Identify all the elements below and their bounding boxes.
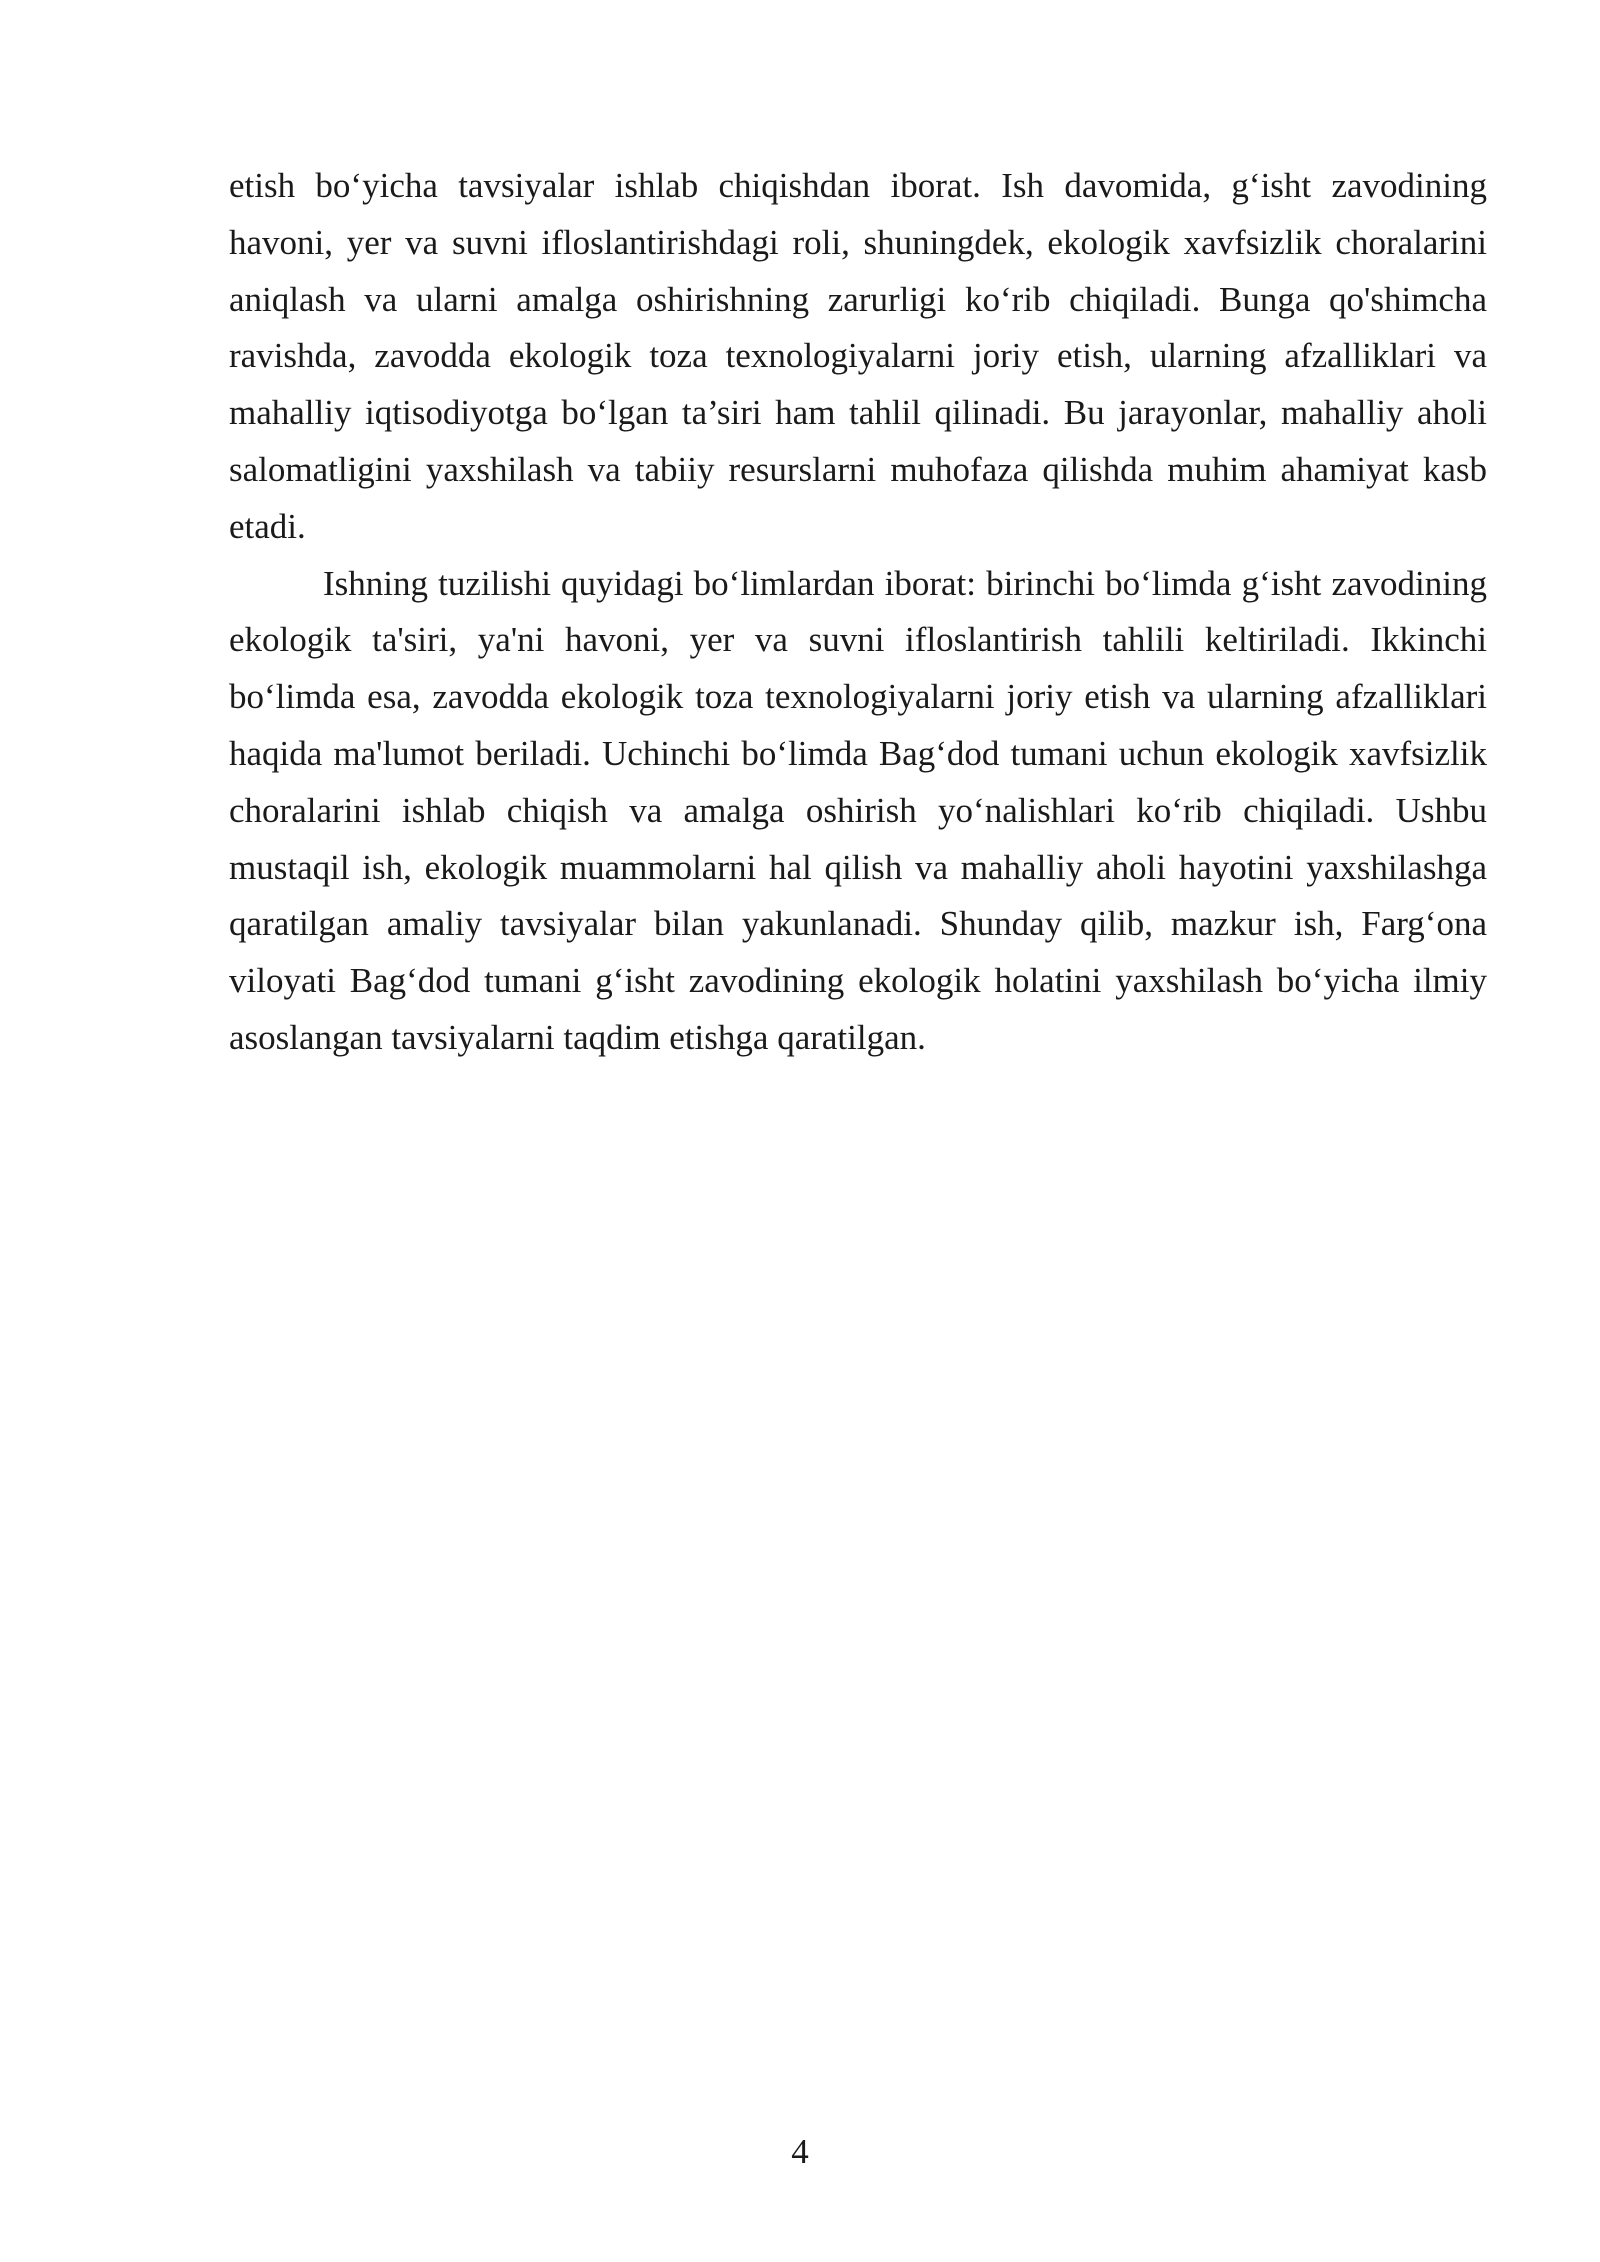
- paragraph-continuation: etish bo‘yicha tavsiyalar ishlab chiqishdan iborat. Ish davomida, g‘isht zavodining havoni, yer va suvni ifloslantirishdagi roli, shuningdek, ekologik xavfsizlik choralarini aniqlash va ularni amalga oshirishning zarurligi ko‘rib chiqiladi. Bunga qo'shimcha ravishda, zavodda ekologik toza texnologiyalarni joriy etish, ularning afzalliklari va mahalliy iqtisodiyotga bo‘lgan ta’siri ham tahlil qilinadi. Bu jarayonlar, mahalliy aholi salomatligini yaxshilash va tabiiy resurslarni muhofaza qilishda muhim ahamiyat kasb etadi.: [229, 166, 1487, 546]
- paragraph-structure: Ishning tuzilishi quyidagi bo‘limlardan iborat: birinchi bo‘limda g‘isht zavodining ekologik ta'siri, ya'ni havoni, yer va suvni ifloslantirish tahlili keltiriladi. Ikkinchi bo‘limda esa, zavodda ekologik toza texnologiyalarni joriy etish va ularning afzalliklari haqida ma'lumot beriladi. Uchinchi bo‘limda Bag‘dod tumani uchun ekologik xavfsizlik choralarini ishlab chiqish va amalga oshirish yo‘nalishlari ko‘rib chiqiladi. Ushbu mustaqil ish, ekologik muammolarni hal qilish va mahalliy aholi hayotini yaxshilashga qaratilgan amaliy tavsiyalar bilan yakunlanadi. Shunday qilib, mazkur ish, Farg‘ona viloyati Bag‘dod tumani g‘isht zavodining ekologik holatini yaxshilash bo‘yicha ilmiy asoslangan tavsiyalarni taqdim etishga qaratilgan.: [229, 563, 1487, 1057]
- page-number: 4: [791, 2132, 809, 2171]
- body-text: [229, 158, 1487, 1067]
